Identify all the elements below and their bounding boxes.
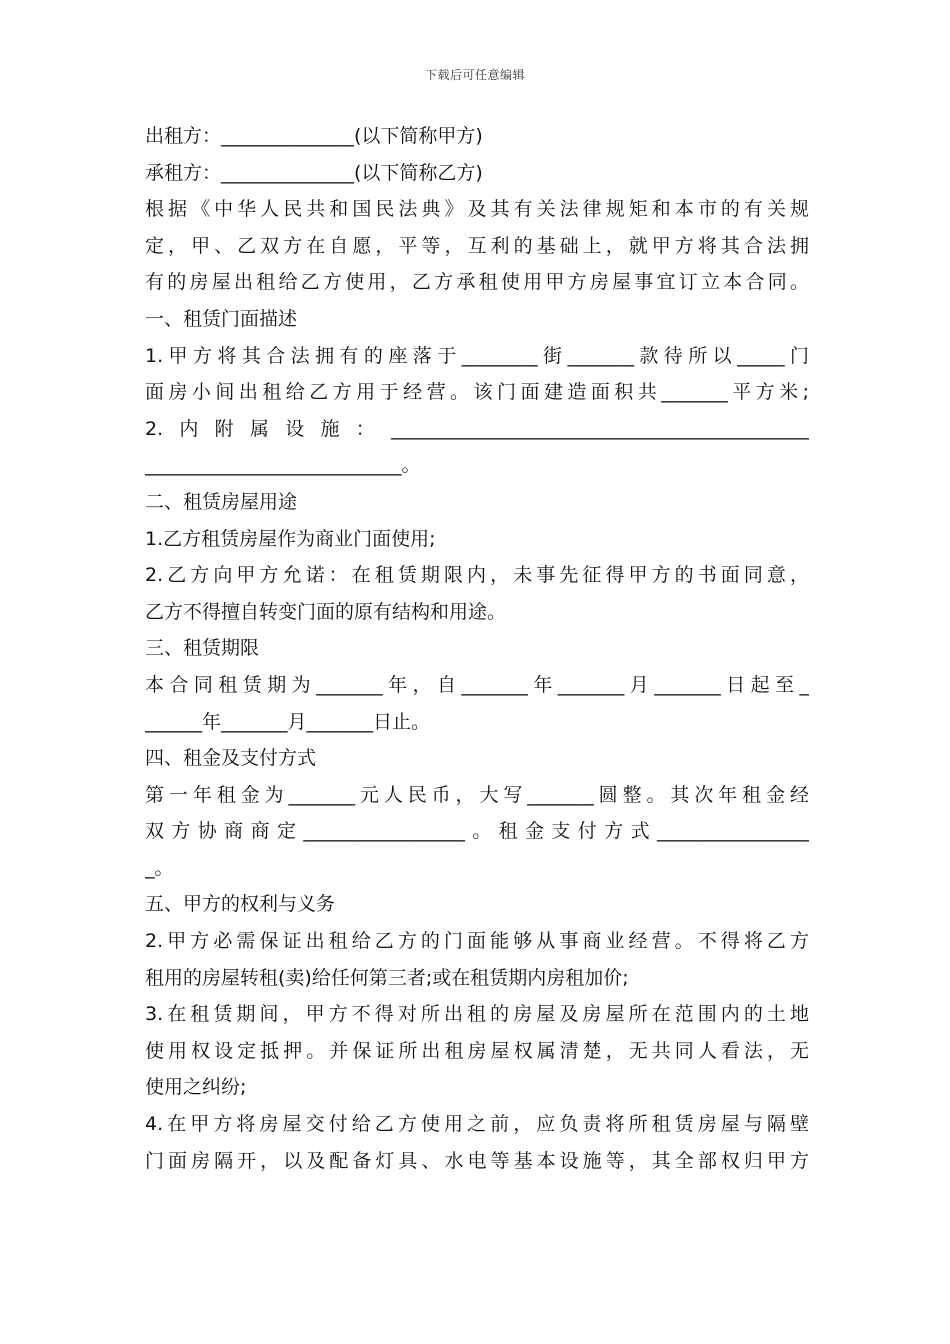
text-line: 面房小间出租给乙方用于经营。该门面建造面积共_______平方米;	[145, 381, 809, 404]
text-line: 二、租赁房屋用途	[145, 490, 298, 513]
text-line: 四、租金及支付方式	[145, 747, 317, 770]
text-line: 乙方不得擅自转变门面的原有结构和用途。	[145, 600, 507, 623]
text-line: 门面房隔开，以及配备灯具、水电等基本设施等，其全部权归甲方	[145, 1149, 809, 1172]
document-body	[145, 118, 809, 1179]
text-line: 2.乙方向甲方允诺：在租赁期限内，未事先征得甲方的书面同意，	[145, 564, 809, 587]
text-line: 使用之纠纷;	[145, 1076, 247, 1099]
text-line: 使用权设定抵押。并保证所出租房屋权属清楚，无共同人看法，无	[145, 1039, 809, 1062]
text-line: 有的房屋出租给乙方使用，乙方承租使用甲方房屋事宜订立本合同。	[145, 271, 809, 294]
text-line: 4.在甲方将房屋交付给乙方使用之前，应负责将所租赁房屋与隔壁	[145, 1113, 809, 1136]
text-line: 一、租赁门面描述	[145, 307, 298, 330]
text-line: 租用的房屋转租(卖)给任何第三者;或在租赁期内房租加价;	[145, 966, 629, 989]
text-line: 1.乙方租赁房屋作为商业门面使用;	[145, 527, 436, 550]
text-line: 2.甲方必需保证出租给乙方的门面能够从事商业经营。不得将乙方	[145, 930, 809, 953]
text-line: 2.内附属设施：____________________________________________	[145, 417, 809, 440]
text-line: 3.在租赁期间，甲方不得对所出租的房屋及房屋所在范围内的土地	[145, 1003, 809, 1026]
text-line: _。	[145, 856, 174, 879]
text-line: ______年_______月_______日止。	[145, 710, 431, 733]
text-line: 第一年租金为_______元人民币，大写_______圆整。其次年租金经	[145, 783, 809, 806]
text-line: 出租方：______________(以下简称甲方)	[145, 125, 483, 147]
text-line: 双方协商商定_________________。租金支付方式________________	[145, 820, 809, 843]
text-line: 承租方：______________(以下简称乙方)	[145, 161, 483, 184]
text-line: 五、甲方的权利与义务	[145, 893, 336, 916]
page-header: 下载后可任意编辑	[424, 68, 525, 82]
text-line: 三、租赁期限	[145, 637, 260, 660]
text-line: 根据《中华人民共和国民法典》及其有关法律规矩和本市的有关规	[145, 198, 809, 221]
text-line: 1.甲方将其合法拥有的座落于________街_______款待所以_____门	[145, 344, 809, 367]
text-line: 本合同租赁期为_______年，自_______年_______月_______日起至_	[145, 673, 809, 696]
text-line: ___________________________。	[145, 454, 421, 477]
text-line: 定，甲、乙双方在自愿，平等，互利的基础上，就甲方将其合法拥	[145, 234, 809, 257]
